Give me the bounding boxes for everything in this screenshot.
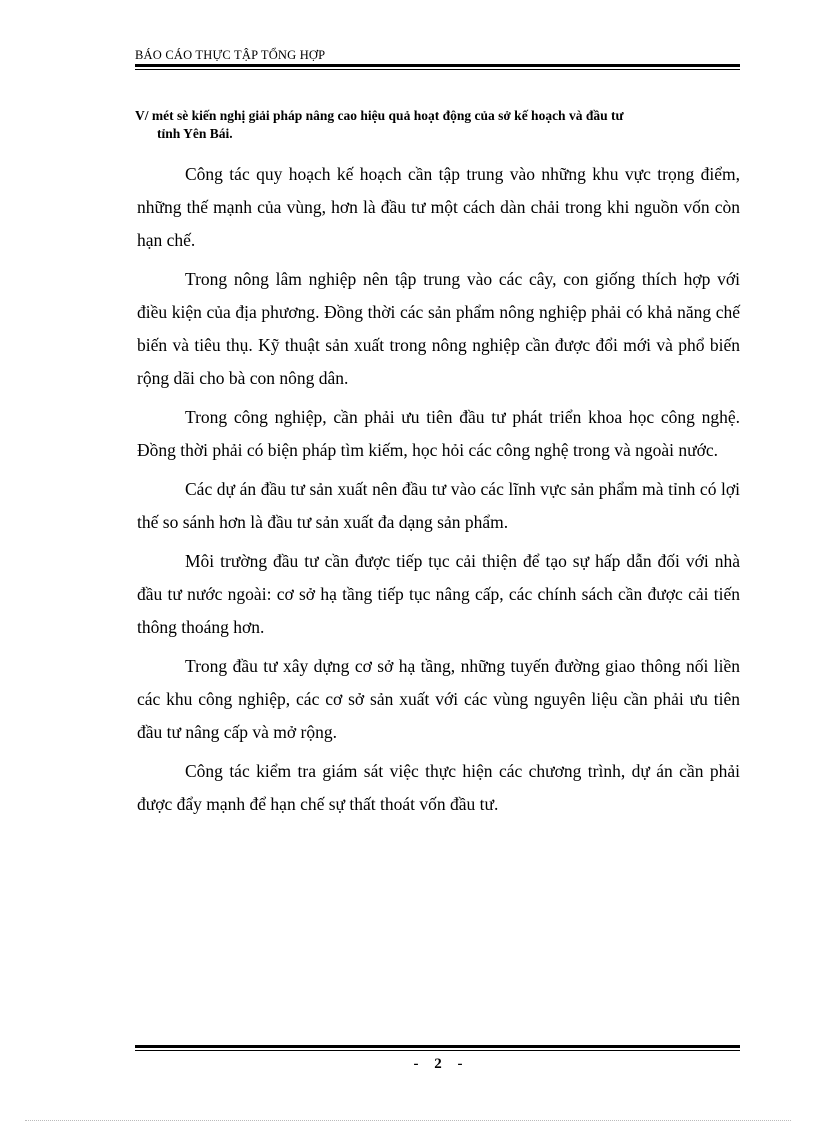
paragraph-industry: Trong công nghiệp, cần phải ưu tiên đầu tư phát triển khoa học công nghệ. Đồng thời phải có biện pháp tìm kiếm, học hỏi các công nghệ trong và ngoài nước. bbox=[137, 407, 740, 460]
paragraph-infrastructure: Trong đầu tư xây dựng cơ sở hạ tầng, những tuyến đường giao thông nối liền các khu công nghiệp, các cơ sở sản xuất với các vùng nguyên liệu cần phải ưu tiên đầu tư nâng cấp và mở rộng. bbox=[137, 656, 740, 742]
header-rule bbox=[135, 64, 740, 70]
paragraph-supervision: Công tác kiểm tra giám sát việc thực hiện các chương trình, dự án cần phải được đẩy mạnh để hạn chế sự thất thoát vốn đầu tư. bbox=[137, 761, 740, 814]
paragraph-agriculture: Trong nông lâm nghiệp nên tập trung vào các cây, con giống thích hợp với điều kiện của địa phương. Đồng thời các sản phẩm nông nghiệp phải có khả năng chế biến và tiêu thụ. Kỹ thuật sản xuất trong nông nghiệp cần được đổi mới và phổ biến rộng dãi cho bà con nông dân. bbox=[137, 269, 740, 388]
section-heading-line2: tỉnh Yên Bái. bbox=[157, 126, 233, 141]
header-title: BÁO CÁO THỰC TẬP TỔNG HỢP bbox=[135, 48, 326, 62]
section-heading bbox=[135, 107, 740, 143]
page-edge-divider bbox=[25, 1120, 791, 1121]
page-number-value: 2 bbox=[434, 1056, 442, 1072]
page-number bbox=[0, 1056, 816, 1073]
paragraph-investment-environment: Môi trường đầu tư cần được tiếp tục cải thiện để tạo sự hấp dẫn đối với nhà đầu tư nước ngoài: cơ sở hạ tầng tiếp tục nâng cấp, các chính sách cần được cải tiến thông thoáng hơn. bbox=[137, 551, 740, 637]
paragraph-projects: Các dự án đầu tư sản xuất nên đầu tư vào các lĩnh vực sản phẩm mà tỉnh có lợi thế so sánh hơn là đầu tư sản xuất đa dạng sản phẩm. bbox=[137, 479, 740, 532]
section-heading-line1: V/ mét sè kiến nghị giải pháp nâng cao hiệu quả hoạt động của sở kế hoạch và đầu tư bbox=[135, 108, 624, 123]
body-text bbox=[137, 158, 740, 827]
page-number-dash-left: - bbox=[413, 1056, 419, 1072]
footer-rule bbox=[135, 1045, 740, 1051]
page-number-dash-right: - bbox=[457, 1056, 463, 1072]
paragraph-planning: Công tác quy hoạch kế hoạch cần tập trung vào những khu vực trọng điểm, những thế mạnh của vùng, hơn là đầu tư một cách dàn chải trong khi nguồn vốn còn hạn chế. bbox=[137, 164, 740, 250]
